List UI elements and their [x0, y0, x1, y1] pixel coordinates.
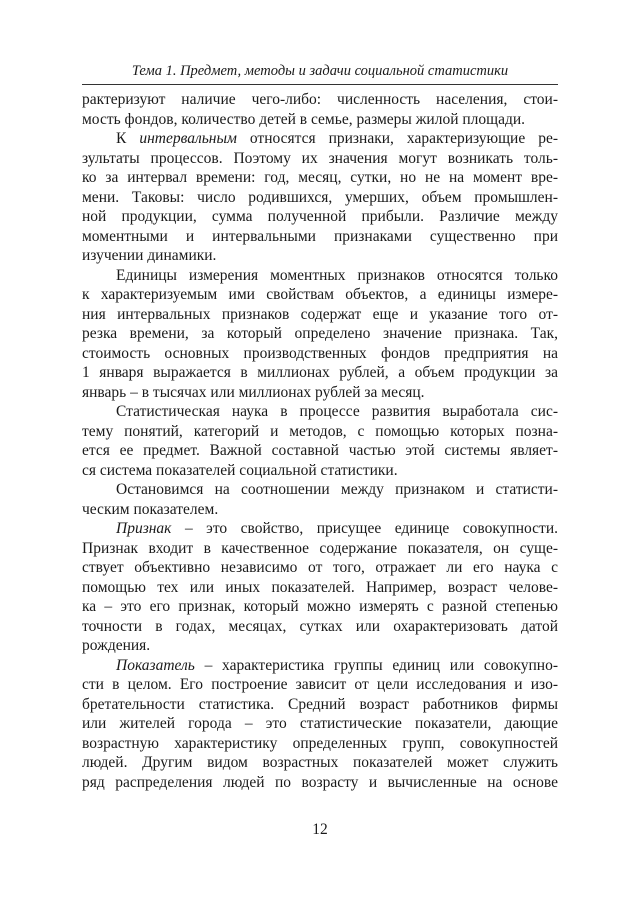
text-line: точности в годах, месяцах, сутках или охарактеризовать датой — [82, 617, 558, 635]
term-pokazatel: Показатель — [116, 656, 195, 674]
paragraph — [82, 480, 558, 519]
paragraph — [82, 90, 558, 129]
text-line: сти в целом. Его построение зависит от цели исследования и изо- — [82, 676, 558, 693]
text-line: рождения. — [82, 637, 151, 654]
text-line: Остановимся на соотношении между признаком и статисти- — [116, 481, 558, 498]
text-line: возрастную характеристику определенных групп, совокупностей — [82, 734, 558, 752]
text-line: тему понятий, категорий и методов, с помощью которых позна- — [82, 422, 558, 440]
text-line: ка – это его признак, который можно измерять с разной степенью — [82, 598, 558, 615]
text-line: стоимость основных производственных фондов предприятия на — [82, 344, 558, 362]
text-run: – это свойство, присущее единице совокупности. — [184, 520, 559, 537]
text-run: – характеристика группы единиц или совокупно- — [204, 656, 558, 674]
text-line: людей. Другим видом возрастных показателей может служить — [82, 754, 558, 771]
text-line: Статистическая наука в процессе развития выработала сис- — [116, 403, 558, 420]
text-line: к характеризуемым ими свойствам объектов, а единицы измере- — [82, 286, 558, 303]
text-line — [82, 129, 558, 149]
text-line: 1 января выражается в миллионах рублей, а объем продукции за — [82, 364, 558, 381]
text-line: ряд распределения людей по возрасту и вычисленные на основе — [82, 773, 558, 791]
text-line: мени. Таковы: число родившихся, умерших, объем промышлен- — [82, 188, 558, 206]
page-number: 12 — [312, 821, 328, 838]
body-text — [82, 90, 558, 792]
text-run: К — [116, 130, 127, 147]
text-line: или жителей города – это статистические показатели, дающие — [82, 715, 558, 732]
text-line — [82, 519, 558, 539]
text-line: резка времени, за который определено значение признака. Так, — [82, 325, 558, 342]
text-line: ческим показателем. — [82, 500, 219, 518]
term-priznak: Признак — [116, 520, 172, 537]
text-line: зультаты процессов. Поэтому их значения могут возникать толь- — [82, 149, 558, 167]
paragraph — [82, 519, 558, 656]
text-line: январь – в тысячах или миллионах рублей за месяц. — [82, 383, 425, 401]
text-line: Признак входит в качественное содержание показателя, он суще- — [82, 539, 558, 557]
header-rule — [82, 84, 558, 85]
text-line: ся система показателей социальной статистики. — [82, 461, 398, 479]
text-line: помощью тех или иных показателей. Например, возраст челове- — [82, 578, 558, 596]
paragraph — [82, 656, 558, 793]
text-line: ко за интервал времени: год, месяц, сутки, но не на момент вре- — [82, 169, 558, 186]
text-line: рактеризуют наличие чего-либо: численность населения, стои- — [82, 91, 558, 108]
text-line: Единицы измерения моментных признаков относятся только — [116, 266, 558, 284]
text-line — [82, 656, 558, 676]
paragraph — [82, 402, 558, 480]
paragraph — [82, 129, 558, 266]
text-line: моментными и интервальными признаками существенно при — [82, 227, 558, 245]
text-line: бретательности статистика. Средний возраст работников фирмы — [82, 695, 558, 713]
text-line: мость фондов, количество детей в семье, размеры жилой площади. — [82, 110, 526, 128]
term-intervalnym: интервальным — [139, 130, 237, 147]
text-line: ния интервальных признаков содержат еще и указание того от- — [82, 305, 558, 323]
running-head: Тема 1. Предмет, методы и задачи социальной статистики — [131, 63, 509, 79]
paragraph — [82, 266, 558, 403]
text-line: ной продукции, сумма полученной прибыли. Различие между — [82, 208, 558, 225]
text-line: ется ее предмет. Важной составной частью этой системы являет- — [82, 442, 558, 459]
text-line: изучении динамики. — [82, 247, 217, 264]
text-line: ствует объективно независимо от того, отражает ли его наука с — [82, 559, 558, 576]
text-run: относятся признаки, характеризующие ре- — [249, 130, 559, 147]
